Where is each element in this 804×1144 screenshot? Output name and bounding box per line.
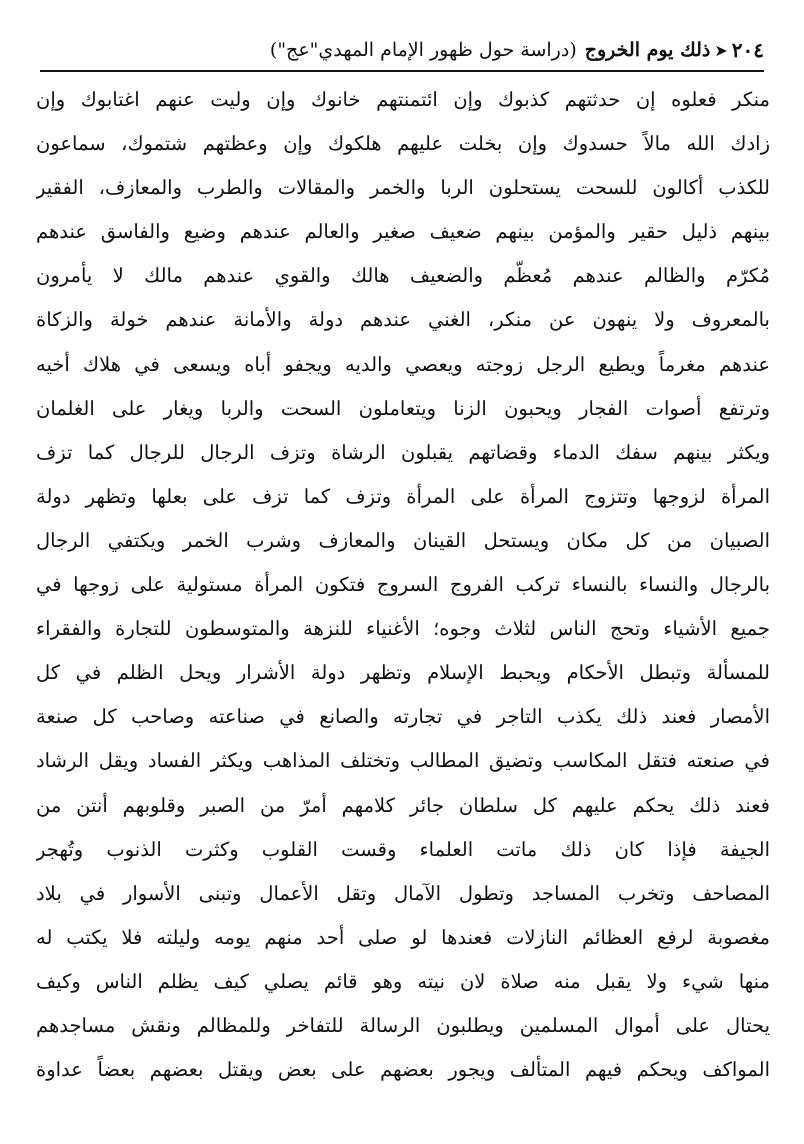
text-line: وترتفع أصوات الفجار ويحبون الزنا ويتعاملون السحت والربا ويغار على الغلمان <box>36 396 770 420</box>
text-line: للكذب أكالون للسحت يستحلون الربا والخمر والمقالات والطرب والمعازف، الفقير <box>36 176 770 200</box>
text-line: الصبيان من كل مكان ويستحل القينان والمعازف وشرب الخمر ويكتفي الرجال <box>36 528 770 552</box>
text-line: فعند ذلك يحكم عليهم كل سلطان جائر كلامهم أمرّ من الصبر وقلوبهم أنتن من <box>36 793 770 817</box>
body-text <box>36 78 770 1092</box>
page-header <box>40 30 764 70</box>
text-line: يحتال على أموال المسلمين ويطلبون الرسالة للتفاخر وللمظالم ونقش مساجدهم <box>36 1013 770 1037</box>
text-line: منكر فعلوه إن حدثتهم كذبوك وإن ائتمنتهم خانوك وإن وليت عنهم اغتابوك وإن <box>36 88 770 111</box>
book-subtitle: (دراسة حول ظهور الإمام المهدي"عج") <box>269 39 577 61</box>
text-line: الجيفة فإذا كان ذلك ماتت العلماء وقست القلوب وكثرت الذنوب وتُهجر <box>36 837 770 861</box>
text-line: جميع الأشياء وتحج الناس لثلاث وجوه؛ الأغنياء للنزهة والمتوسطون للتجارة والفقراء <box>36 617 770 641</box>
text-line: المواكف ويحكم فيهم المتألف ويجور بعضهم على بعض ويقتل بعضهم بعضاً عداوة <box>36 1058 770 1082</box>
text-line: في صنعته فتقل المكاسب وتضيق المطالب وتختلف المذاهب ويكثر الفساد ويقل الرشاد <box>36 749 770 773</box>
arrow-icon: ➤ <box>714 40 728 60</box>
text-line: المصاحف وتخرب المساجد وتطول الآمال وتقل الأعمال وتبنى الأسوار في بلاد <box>36 881 770 905</box>
text-line: بينهم ذليل حقير والمؤمن بينهم ضعيف صغير والعالم عندهم وضيع والفاسق عندهم <box>36 220 770 244</box>
text-line: مغصوبة لرفع العظائم النازلات فعندها لو صلى أحد منهم يومه وليلته فلا يكتب له <box>36 925 770 949</box>
text-line: عندهم مغرماً ويطيع الرجل زوجته ويعصي والديه ويجفو أباه ويسعى في هلاك أخيه <box>36 352 770 376</box>
text-line: بالرجال والنساء بالنساء تركب الفروج السروج فتكون المرأة مستولية على زوجها في <box>36 573 770 597</box>
text-line: ويكثر بينهم سفك الدماء وقضاتهم يقبلون الرشاة وتزف الرجال للرجال كما تزف <box>36 440 770 464</box>
text-line: المرأة لزوجها وتتزوج المرأة على المرأة وتزف كما تزف على بعلها وتظهر دولة <box>36 484 770 508</box>
text-line: زادك الله مالاً حسدوك وإن بخلت عليهم هلكوك وإن وعظتهم شتموك، سماعون <box>36 132 770 156</box>
text-line: منها شيء ولا يقبل منه صلاة لان نيته وهو قائم يصلي كيف يظلم الناس وكيف <box>36 969 770 993</box>
text-line: مُكرّم والظالم عندهم مُعظّم والضعيف هالك والقوي عندهم مالك لا يأمرون <box>36 264 770 288</box>
text-line: بالمعروف ولا ينهون عن منكر، الغني عندهم دولة والأمانة عندهم خولة والزكاة <box>36 308 770 332</box>
book-title: ذلك يوم الخروج <box>584 39 711 61</box>
text-line: للمسألة وتبطل الأحكام ويحبط الإسلام وتظهر دولة الأشرار ويحل الظلم في كل <box>36 661 770 685</box>
text-line: الأمصار فعند ذلك يكذب التاجر في تجارته والصانع في صناعته وصاحب كل صنعة <box>36 705 770 729</box>
header-divider <box>40 70 764 72</box>
page-number: ٢٠٤ <box>731 38 764 62</box>
